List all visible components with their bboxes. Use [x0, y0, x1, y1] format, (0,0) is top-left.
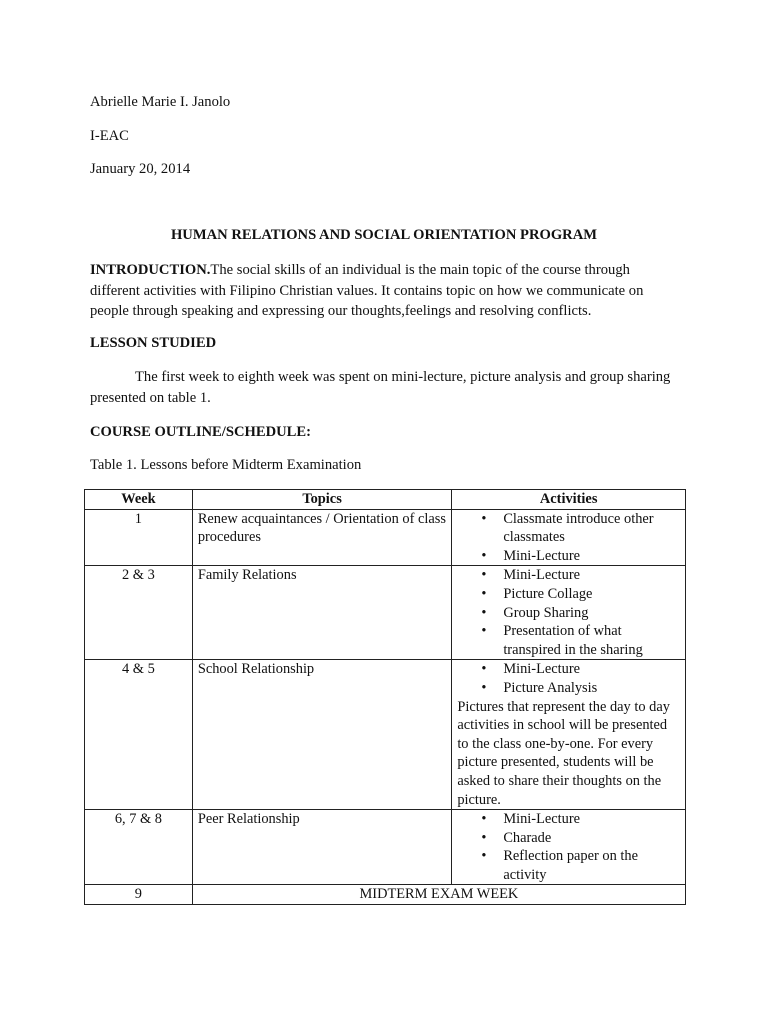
course-outline-heading: COURSE OUTLINE/SCHEDULE:: [90, 424, 311, 440]
table-row: [85, 810, 686, 885]
activity-item: • Group Sharing: [503, 604, 680, 623]
activities-cell: [452, 660, 686, 810]
topic-cell: School Relationship: [192, 660, 452, 810]
activity-item: • Mini-Lecture: [503, 547, 680, 566]
table-row: [85, 566, 686, 660]
activity-item: • Classmate introduce other classmates: [503, 510, 680, 547]
week-cell: 9: [85, 885, 193, 905]
lesson-studied-text: The first week to eighth week was spent on mini-lecture, picture analysis and group sharing presented on table 1.: [90, 369, 671, 406]
activity-item: • Reflection paper on the activity: [503, 847, 680, 884]
week-cell: 1: [85, 509, 193, 566]
class-section: I-EAC: [90, 128, 129, 144]
document-title: HUMAN RELATIONS AND SOCIAL ORIENTATION PROGRAM: [170, 227, 598, 243]
course-outline-table: [84, 489, 686, 905]
midterm-label-cell: MIDTERM EXAM WEEK: [192, 885, 685, 905]
lesson-studied-heading: LESSON STUDIED: [90, 335, 217, 351]
table-header-row: [85, 490, 686, 510]
topic-cell: Renew acquaintances / Orientation of class procedures: [192, 509, 452, 566]
table-row: [85, 660, 686, 810]
introduction-paragraph: [90, 260, 680, 322]
activities-list: [457, 660, 680, 697]
activity-item: • Mini-Lecture: [503, 810, 680, 829]
table-caption: Table 1. Lessons before Midterm Examination: [90, 457, 362, 473]
week-cell: 2 & 3: [85, 566, 193, 660]
activities-list: [457, 810, 680, 884]
activities-list: [457, 566, 680, 659]
activity-item: • Mini-Lecture: [503, 566, 680, 585]
activity-note: Pictures that represent the day to day activities in school will be presented to the class one-by-one. For every picture presented, students will be asked to share their thoughts on the picture.: [457, 698, 670, 808]
week-cell: 6, 7 & 8: [85, 810, 193, 885]
activity-item: • Mini-Lecture: [503, 660, 680, 679]
week-cell: 4 & 5: [85, 660, 193, 810]
activities-list: [457, 510, 680, 566]
document-date: January 20, 2014: [90, 161, 191, 177]
activity-item: • Picture Analysis: [503, 679, 680, 698]
author-name: Abrielle Marie I. Janolo: [90, 94, 231, 110]
activities-cell: [452, 810, 686, 885]
activity-item: • Charade: [503, 829, 680, 848]
activities-cell: [452, 509, 686, 566]
column-header-topics: Topics: [192, 490, 452, 510]
table-row-midterm: [85, 885, 686, 905]
column-header-activities: Activities: [452, 490, 686, 510]
topic-cell: Peer Relationship: [192, 810, 452, 885]
activity-item: • Presentation of what transpired in the sharing: [503, 622, 680, 659]
activity-item: • Picture Collage: [503, 585, 680, 604]
activities-cell: [452, 566, 686, 660]
topic-cell: Family Relations: [192, 566, 452, 660]
column-header-week: Week: [85, 490, 193, 510]
table-row: [85, 509, 686, 566]
introduction-text: The social skills of an individual is the main topic of the course through different activities with Filipino Christian values. It contains topic on how we communicate on people through speaking and expressing our thoughts,feelings and resolving conflicts.: [90, 262, 644, 319]
introduction-heading: INTRODUCTION.: [90, 262, 211, 278]
